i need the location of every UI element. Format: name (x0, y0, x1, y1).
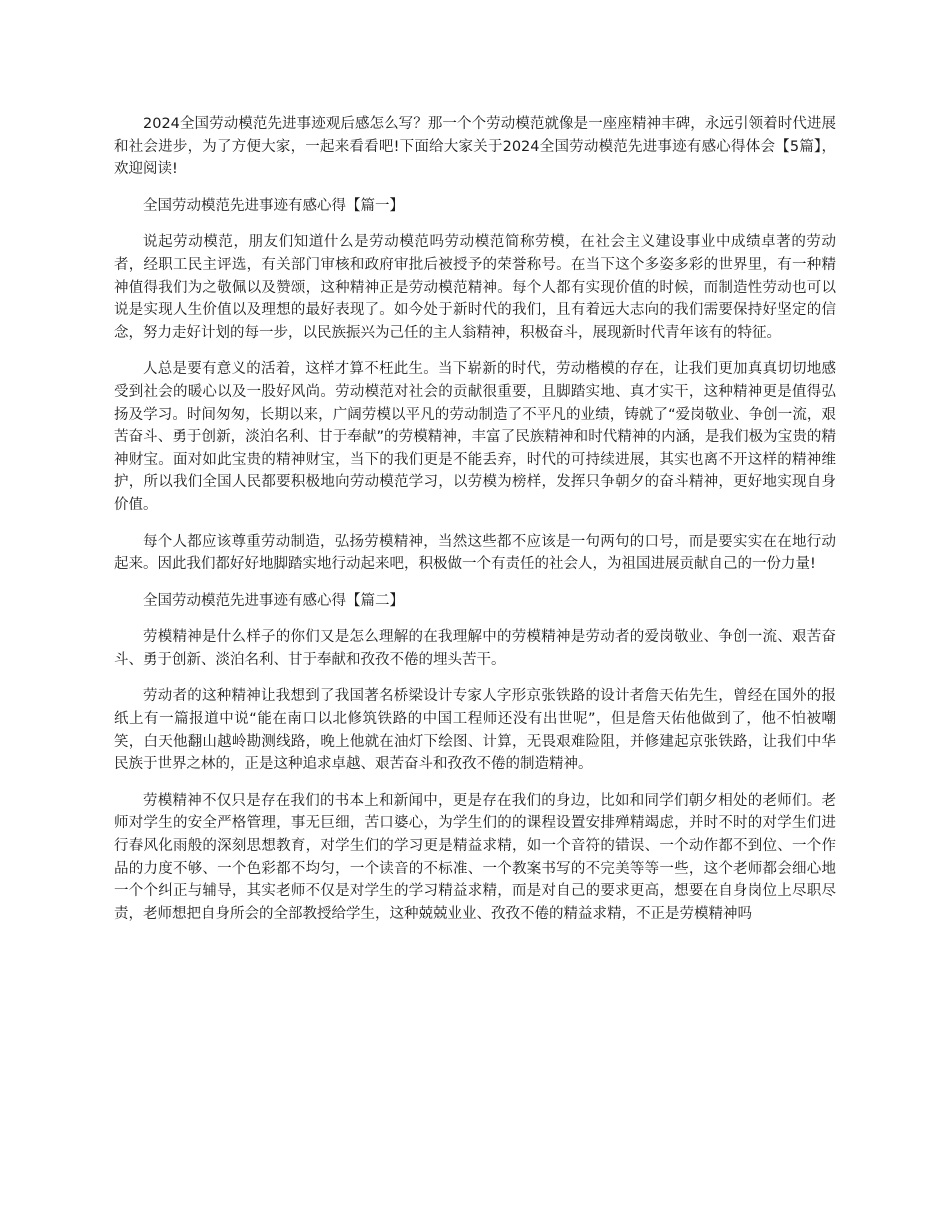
section2-paragraph-1: 劳模精神是什么样子的你们又是怎么理解的在我理解中的劳模精神是劳动者的爱岗敬业、争创一流、艰苦奋斗、勇于创新、淡泊名利、甘于奉献和孜孜不倦的埋头苦干。 (114, 629, 836, 668)
section1-paragraph-3: 每个人都应该尊重劳动制造，弘扬劳模精神，当然这些都不应该是一句两句的口号，而是要实实在在地行动起来。因此我们都好好地脚踏实地行动起来吧，积极做一个有责任的社会人，为祖国进展贡献自己的一份力量! (114, 533, 836, 573)
section2-paragraph-2: 劳动者的这种精神让我想到了我国著名桥梁设计专家人字形京张铁路的设计者詹天佑先生，曾经在国外的报纸上有一篇报道中说“能在南口以北修筑铁路的中国工程师还没有出世呢”，但是詹天佑他做到了，他不怕被嘲笑，白天他翻山越岭勘测线路，晚上他就在油灯下绘图、计算，无畏艰难险阻，并修建起京张铁路，让我们中华民族于世界之林的，正是这种追求卓越、艰苦奋斗和孜孜不倦的制造精神。 (114, 688, 836, 773)
section1-paragraph-1: 说起劳动模范，朋友们知道什么是劳动模范吗劳动模范简称劳模，在社会主义建设事业中成绩卓著的劳动者，经职工民主评选，有关部门审核和政府审批后被授予的荣誉称号。在当下这个多姿多彩的世界里，有一种精神值得我们为之敬佩以及赞颂，这种精神正是劳动模范精神。每个人都有实现价值的时候，而制造性劳动也可以说是实现人生价值以及理想的最好表现了。如今处于新时代的我们，且有着远大志向的我们需要保持好坚定的信念，努力走好计划的每一步，以民族振兴为己任的主人翁精神，积极奋斗，展现新时代青年该有的特征。 (114, 234, 836, 341)
section2-paragraph-3: 劳模精神不仅只是存在我们的书本上和新闻中，更是存在我们的身边，比如和同学们朝夕相处的老师们。老师对学生的安全严格管理，事无巨细，苦口婆心，为学生们的的课程设置安排殚精竭虑，并时不时的对学生们进行春风化雨般的深刻思想教育，对学生们的学习更是精益求精，如一个音符的错误、一个动作都不到位、一个作品的力度不够、一个色彩都不均匀，一个读音的不标准、一个教案书写的不完美等等一些，这个老师都会细心地一个个纠正与辅导，其实老师不仅是对学生的学习精益求精，而是对自己的要求更高，想要在自身岗位上尽职尽责，老师想把自身所会的全部教授给学生，这种兢兢业业、孜孜不倦的精益求精，不正是劳模精神吗 (114, 792, 836, 922)
section-heading-1: 全国劳动模范先进事迹有感心得【篇一】 (143, 197, 404, 214)
section1-paragraph-2: 人总是要有意义的活着，这样才算不枉此生。当下崭新的时代，劳动楷模的存在，让我们更加真真切切地感受到社会的暖心以及一股好风尚。劳动模范对社会的贡献很重要，且脚踏实地、真才实干，这种精神更是值得弘扬及学习。时间匆匆，长期以来，广阔劳模以平凡的劳动制造了不平凡的业绩，铸就了“爱岗敬业、争创一流，艰苦奋斗、勇于创新，淡泊名利、甘于奉献”的劳模精神，丰富了民族精神和时代精神的内涵，是我们极为宝贵的精神财宝。面对如此宝贵的精神财宝，当下的我们更是不能丢弃，时代的可持续进展，其实也离不开这样的精神维护，所以我们全国人民都要积极地向劳动模范学习，以劳模为榜样，发挥只争朝夕的奋斗精神，更好地实现自身价值。 (114, 361, 836, 513)
intro-paragraph: 2024全国劳动模范先进事迹观后感怎么写？那一个个劳动模范就像是一座座精神丰碑，永远引领着时代进展和社会进步，为了方便大家，一起来看看吧!下面给大家关于2024全国劳动模范先进事迹有感心得体会【5篇】，欢迎阅读! (114, 116, 836, 178)
section-heading-2: 全国劳动模范先进事迹有感心得【篇二】 (143, 592, 404, 609)
document-body (114, 113, 836, 939)
